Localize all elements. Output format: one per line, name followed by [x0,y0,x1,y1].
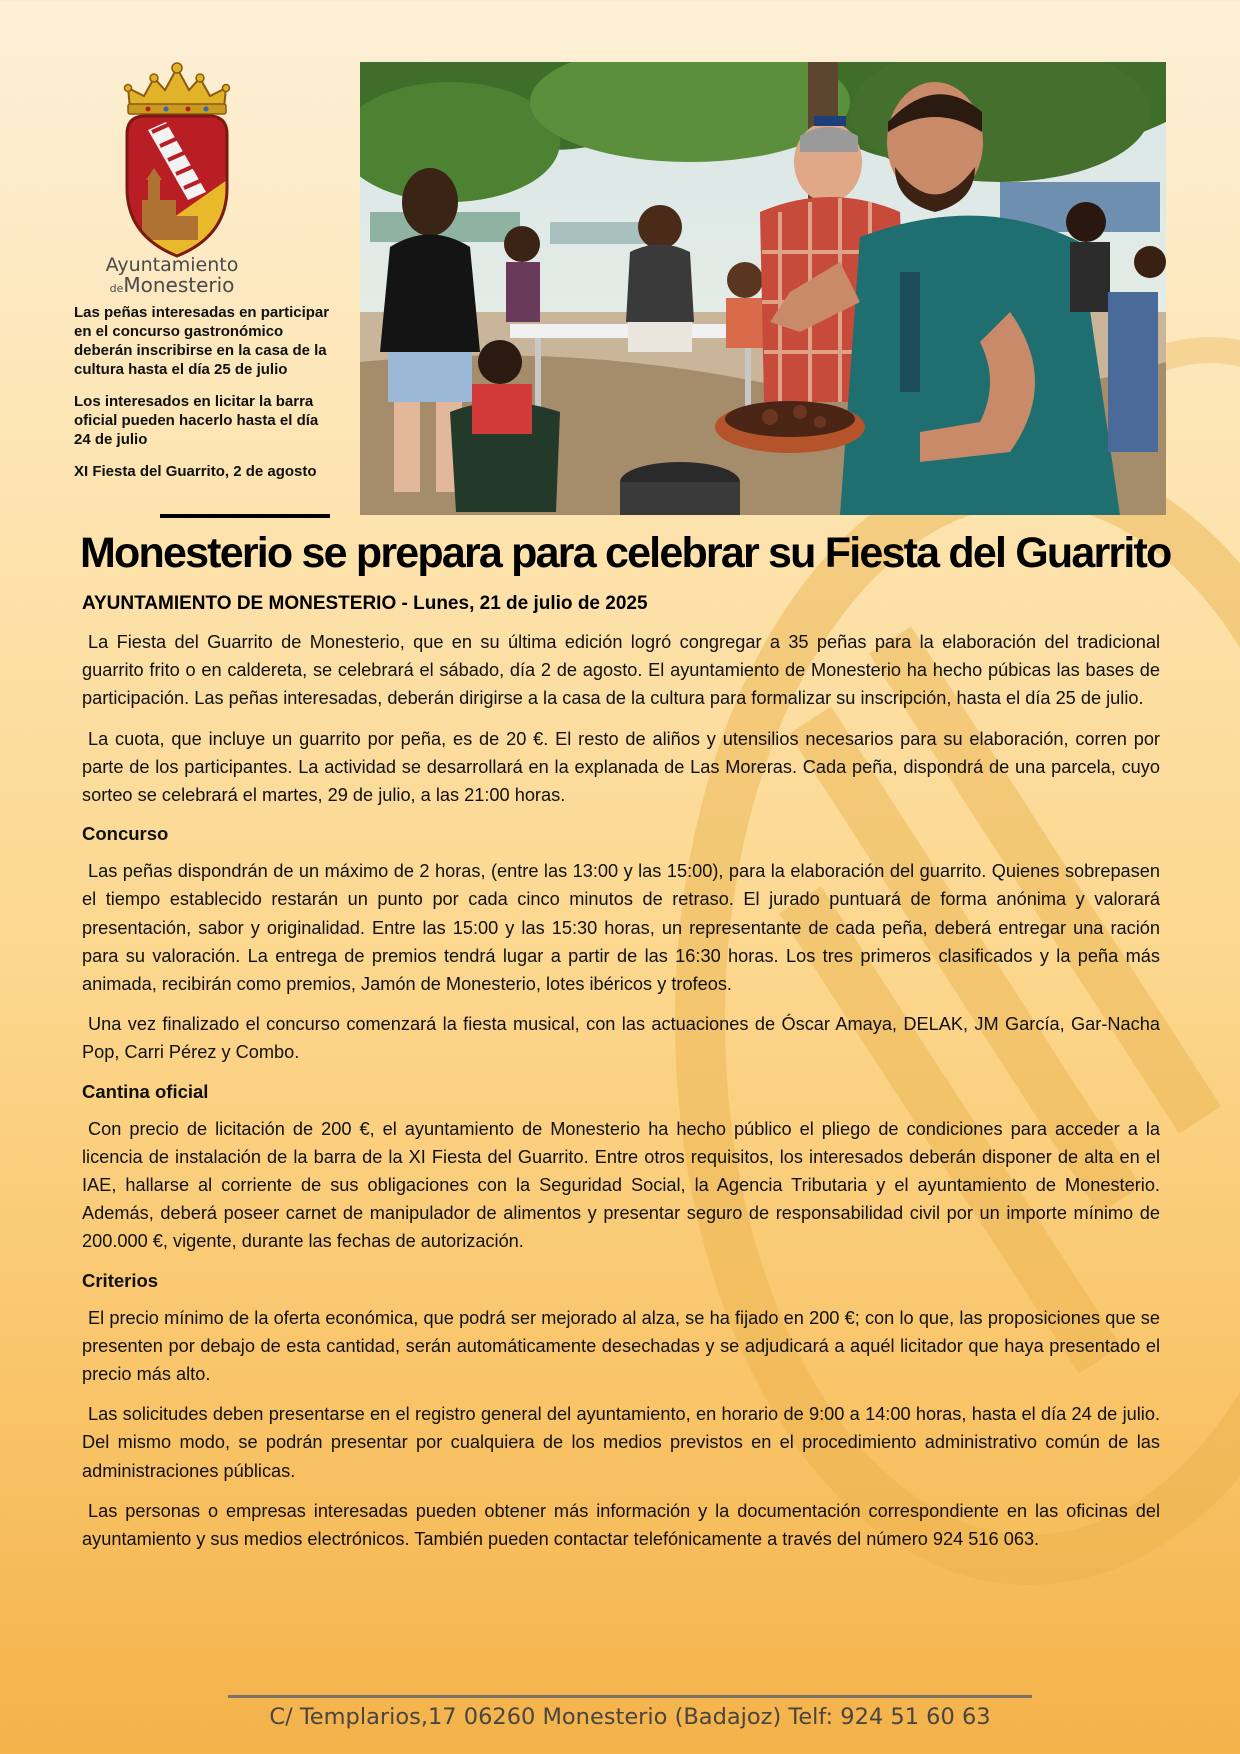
section-heading-concurso: Concurso [82,823,169,845]
municipal-crest-logo [108,60,246,260]
town-name [72,256,272,295]
paragraph: Las personas o empresas interesadas pueden obtener más información y la documentación correspondiente en las oficinas del ayuntamiento y sus medios electrónicos. También pueden contactar telefónicamente a través del número 924 516 063. [82,1500,1160,1550]
footer-divider [228,1695,1032,1698]
section-heading-cantina: Cantina oficial [82,1080,209,1102]
event-photo [360,62,1166,515]
paragraph: La cuota, que incluye un guarrito por peña, es de 20 €. El resto de aliños y utensilios necesarios para su elaboración, corren por parte de los participantes. La actividad se desarrollará en la explanada de Las Moreras. Cada peña, dispondrá de una parcela, cuyo sorteo se celebrará el martes, 29 de julio, a las 21:00 horas. [82,728,1160,806]
paragraph: Una vez finalizado el concurso comenzará la fiesta musical, con las actuaciones de Óscar Amaya, DELAK, JM García, Gar-Nacha Pop, Carri Pérez y Combo. [82,1014,1160,1063]
paragraph: El precio mínimo de la oferta económica, que podrá ser mejorado al alza, se ha fijado en 200 €; con lo que, las proposiciones que se presenten por debajo de esta cantidad, serán automáticamente desechadas y se adjudicará a aquél licitador que haya presentado el precio más alto. [82,1307,1160,1385]
sidebar-highlights [74,303,332,494]
section-heading-criterios: Criterios [82,1269,159,1291]
highlights-divider [160,514,330,518]
logo-line-ayuntamiento: Ayuntamiento [105,254,239,276]
highlight-item: Las peñas interesadas en participar en el concurso gastronómico deberán inscribirse en la casa de la cultura hasta el día 25 de julio [74,304,330,378]
paragraph: Las solicitudes deben presentarse en el registro general del ayuntamiento, en horario de 9:00 a 14:00 horas, hasta el día 24 de julio. Del mismo modo, se podrán presentar por cualquiera de los medios previstos en el procedimiento administrativo común de las administraciones públicas. [82,1404,1160,1481]
footer-address: C/ Templarios,17 06260 Monesterio (Badajoz) Telf: 924 51 60 63 [269,1704,991,1730]
paragraph: Con precio de licitación de 200 €, el ayuntamiento de Monesterio ha hecho público el pliego de condiciones para acceder a la licencia de instalación de la barra de la XI Fiesta del Guarrito. Entre otros requisitos, los interesados deberán disponer de alta en el IAE, hallarse al corriente de sus obligaciones con la Seguridad Social, la Agencia Tributaria y el ayuntamiento de Monesterio. Además, deberá poseer carnet de manipulador de alimentos y presentar seguro de responsabilidad civil por un importe mínimo de 200.000 €, vigente, durante las fechas de autorización. [82,1118,1160,1252]
article-byline: AYUNTAMIENTO DE MONESTERIO - Lunes, 21 de julio de 2025 [82,593,648,614]
highlight-item: Los interesados en licitar la barra oficial pueden hacerlo hasta el día 24 de julio [74,393,319,448]
paragraph: La Fiesta del Guarrito de Monesterio, que en su última edición logró congregar a 35 peñas para la elaboración del tradicional guarrito frito o en caldereta, se celebrará el sábado, día 2 de agosto. El ayuntamiento de Monesterio ha hecho púbicas las bases de participación. Las peñas interesadas, deberán dirigirse a la casa de la cultura para formalizar su inscripción, hasta el día 25 de julio. [82,632,1160,709]
paragraph: Las peñas dispondrán de un máximo de 2 horas, (entre las 13:00 y las 15:00), para la elaboración del guarrito. Quienes sobrepasen el tiempo establecido restarán un punto por cada cinco minutos de retraso. El jurado puntuará de forma anónima y valorará presentación, sabor y originalidad. Entre las 15:00 y las 15:30 horas, un representante de cada peña, deberá entregar una ración para su valoración. La entrega de premios tendrá lugar a partir de las 16:30 horas. Los tres primeros clasificados y la peña más animada, recibirán como premios, Jamón de Monesterio, lotes ibéricos y trofeos. [82,861,1160,995]
logo-line-monesterio: deMonesterio [109,273,235,297]
article-headline: Monesterio se prepara para celebrar su Fiesta del Guarrito [80,529,1171,577]
highlight-item: XI Fiesta del Guarrito, 2 de agosto [74,463,317,480]
article-body [82,628,1160,1565]
